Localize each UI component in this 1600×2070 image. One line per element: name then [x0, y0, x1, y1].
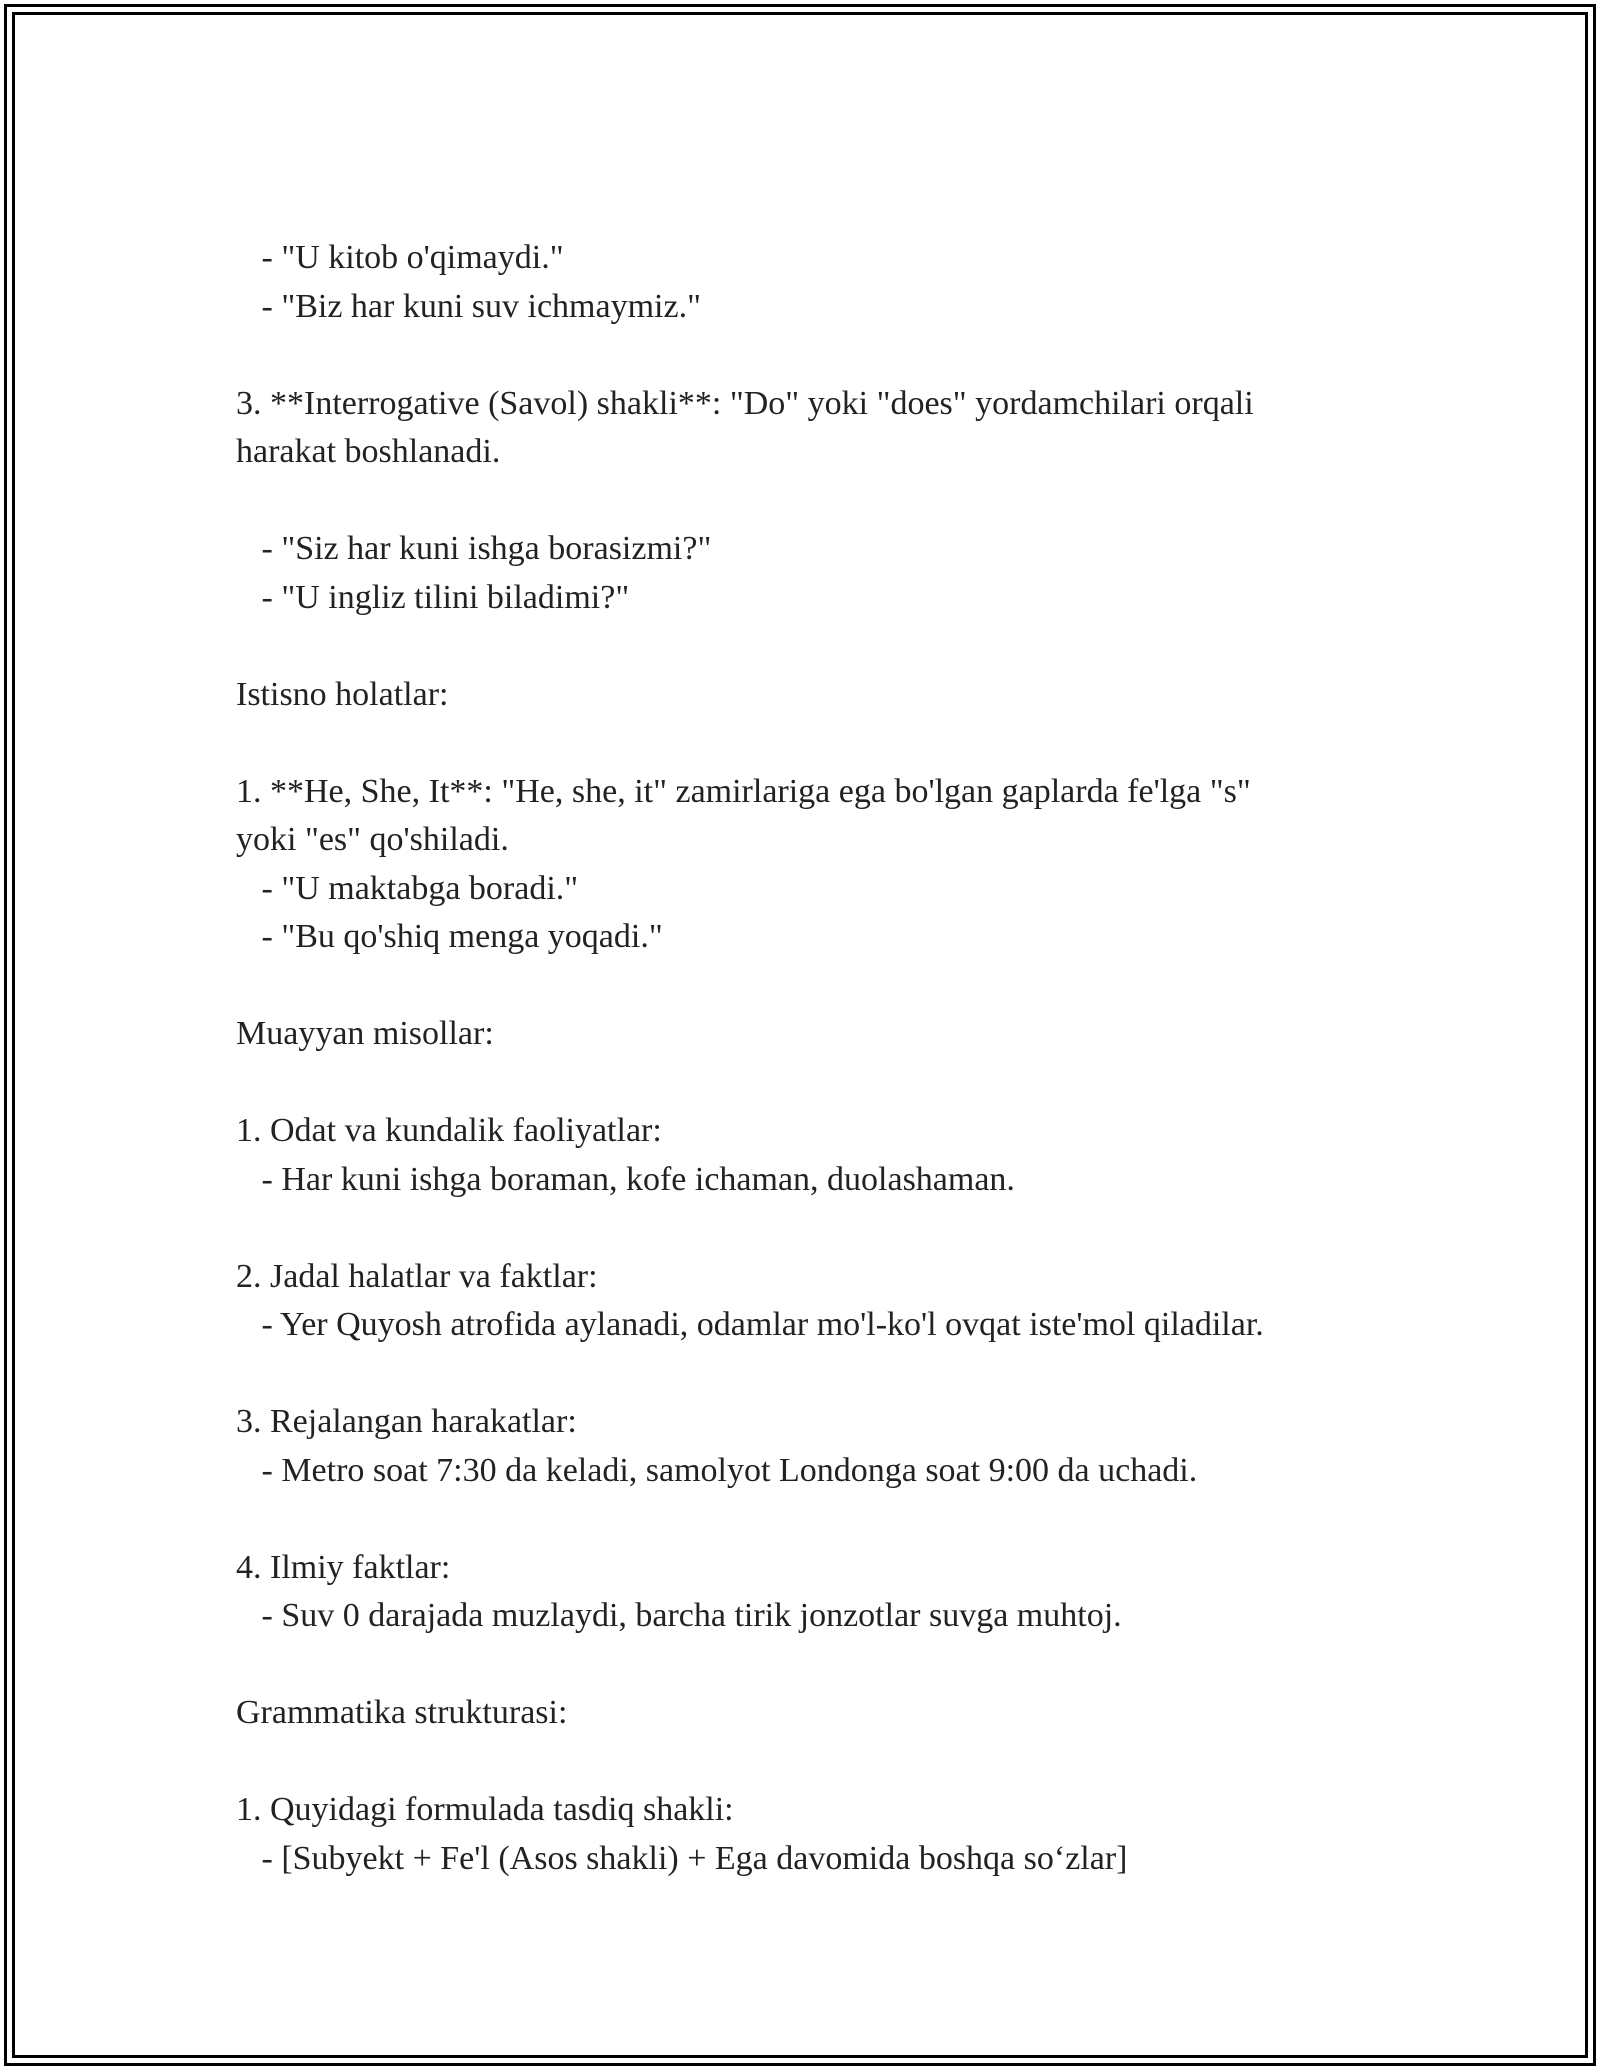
text-line: 1. Odat va kundalik faoliyatlar:: [236, 1112, 662, 1149]
text-line: - "U maktabga boradi.": [236, 869, 579, 907]
text-line: [236, 1204, 1416, 1253]
text-line: [236, 719, 1416, 768]
text-line: [236, 477, 1416, 526]
text-line: [236, 331, 1416, 380]
text-line: [236, 1738, 1416, 1787]
text-line: [236, 622, 1416, 671]
text-line: 3. **Interrogative (Savol) shakli**: "Do" yoki "does" yordamchilari orqali: [236, 384, 1254, 422]
text-line: - "U ingliz tilini biladimi?": [236, 578, 630, 616]
text-line: 4. Ilmiy faktlar:: [236, 1548, 451, 1586]
text-line: [236, 1641, 1416, 1690]
text-line: 3. Rejalangan harakatlar:: [236, 1403, 577, 1440]
text-line: - Metro soat 7:30 da keladi, samolyot Londonga soat 9:00 da uchadi.: [236, 1451, 1198, 1489]
text-line: [236, 1495, 1416, 1544]
text-line: yoki "es" qo'shiladi.: [236, 821, 509, 858]
text-line: - "Biz har kuni suv ichmaymiz.": [236, 287, 701, 325]
text-line: [236, 1350, 1416, 1399]
text-line: 1. Quyidagi formulada tasdiq shakli:: [236, 1791, 734, 1828]
text-line: - Suv 0 darajada muzlaydi, barcha tirik jonzotlar suvga muhtoj.: [236, 1597, 1122, 1634]
text-line: - Yer Quyosh atrofida aylanadi, odamlar mo'l-ko'l ovqat iste'mol qiladilar.: [236, 1306, 1264, 1343]
text-line: Muayyan misollar:: [236, 1015, 494, 1052]
text-line: - [Subyekt + Fe'l (Asos shakli) + Ega davomida boshqa so‘zlar]: [236, 1839, 1128, 1877]
text-line: - "Siz har kuni ishga borasizmi?": [236, 530, 712, 567]
document-body: [236, 234, 1416, 1883]
text-line: harakat boshlanadi.: [236, 433, 501, 470]
text-line: Istisno holatlar:: [236, 675, 449, 713]
text-line: [236, 962, 1416, 1011]
text-line: [236, 1059, 1416, 1108]
text-line: - "U kitob o'qimaydi.": [236, 239, 564, 276]
text-line: 2. Jadal halatlar va faktlar:: [236, 1257, 598, 1295]
text-line: - "Bu qo'shiq menga yoqadi.": [236, 918, 663, 955]
text-line: - Har kuni ishga boraman, kofe ichaman, duolashaman.: [236, 1160, 1015, 1198]
text-line: 1. **He, She, It**: "He, she, it" zamirlariga ega bo'lgan gaplarda fe'lga "s": [236, 772, 1251, 810]
text-line: Grammatika strukturasi:: [236, 1694, 568, 1731]
